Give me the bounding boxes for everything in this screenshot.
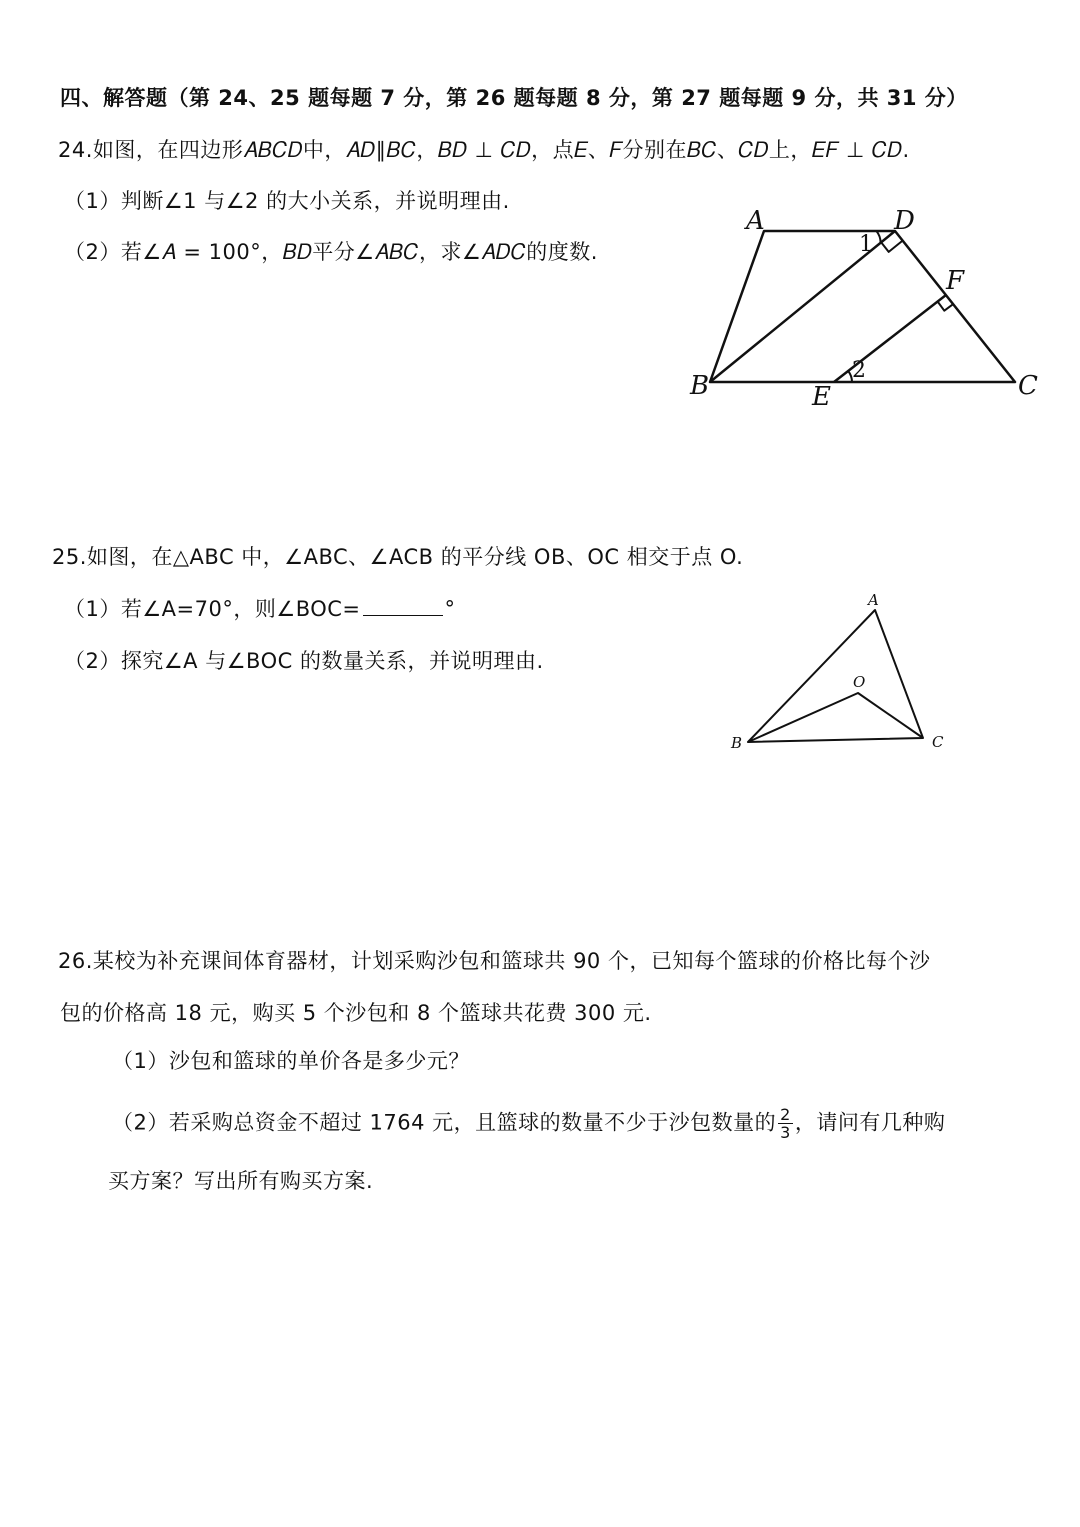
label-angle-1: 1: [859, 232, 873, 257]
label-b: B: [731, 734, 743, 752]
q24-figure: [680, 200, 1060, 424]
q26-line2: 包的价格高 18 元，购买 5 个沙包和 8 个篮球共花费 300 元.: [60, 1001, 652, 1025]
label-d: D: [894, 206, 915, 236]
label-angle-2: 2: [852, 358, 866, 383]
label-c: C: [1018, 371, 1038, 401]
label-e: E: [812, 382, 831, 412]
q26-line1: 26.某校为补充课间体育器材，计划采购沙包和篮球共 90 个，已知每个篮球的价格比每个沙: [58, 949, 931, 973]
segment-ef: [834, 295, 946, 382]
q25-part2: （2）探究∠A 与∠BOC 的数量关系，并说明理由.: [64, 649, 544, 673]
q25-figure: [720, 585, 960, 769]
q26-part2: [112, 1106, 945, 1141]
q24-stem: 24.如图，在四边形𝐴𝐵𝐶𝐷中，𝐴𝐷∥𝐵𝐶，𝐵𝐷 ⊥ 𝐶𝐷，点𝐸、𝐹分别在𝐵𝐶、𝐶𝐷上，𝐸𝐹 ⊥ 𝐶𝐷.: [58, 138, 910, 162]
fraction-numerator: 2: [780, 1105, 791, 1124]
q26-part2-prefix: （2）若采购总资金不超过 1764 元，且篮球的数量不少于沙包数量的: [112, 1110, 777, 1135]
label-o: O: [853, 673, 866, 691]
section-header: 四、解答题（第 24、25 题每题 7 分，第 26 题每题 8 分，第 27 题每题 9 分，共 31 分）: [60, 86, 968, 110]
label-a: A: [746, 206, 765, 236]
q25-stem: 25.如图，在△ABC 中，∠ABC、∠ACB 的平分线 OB、OC 相交于点 O.: [52, 545, 744, 569]
q26-part1: （1）沙包和篮球的单价各是多少元？: [112, 1049, 470, 1073]
triangle-abc: [748, 610, 923, 742]
q24-part2: （2）若∠𝐴 = 100°，𝐵𝐷平分∠𝐴𝐵𝐶，求∠𝐴𝐷𝐶的度数.: [64, 240, 598, 264]
label-f: F: [946, 266, 965, 296]
right-angle-mark-d: [881, 241, 903, 252]
fraction-two-thirds: [778, 1106, 793, 1141]
q25-part1-prefix: （1）若∠A=70°，则∠BOC=: [64, 597, 361, 621]
q26-part2-suffix: ，请问有几种购: [794, 1110, 946, 1135]
label-b: B: [690, 371, 710, 401]
label-a: A: [868, 591, 879, 609]
q25-part1-suffix: °: [444, 597, 456, 621]
bisectors-ob-oc: [748, 693, 923, 742]
label-c: C: [932, 733, 944, 751]
fraction-denominator: 3: [780, 1123, 791, 1142]
angle-mark-1: [876, 231, 880, 243]
answer-blank[interactable]: [363, 597, 443, 616]
q26-part2-line2: 买方案？写出所有购买方案.: [108, 1169, 374, 1193]
q24-part1: （1）判断∠1 与∠2 的大小关系，并说明理由.: [64, 189, 510, 213]
right-angle-mark-f: [938, 302, 953, 311]
q25-part1: [64, 593, 456, 623]
